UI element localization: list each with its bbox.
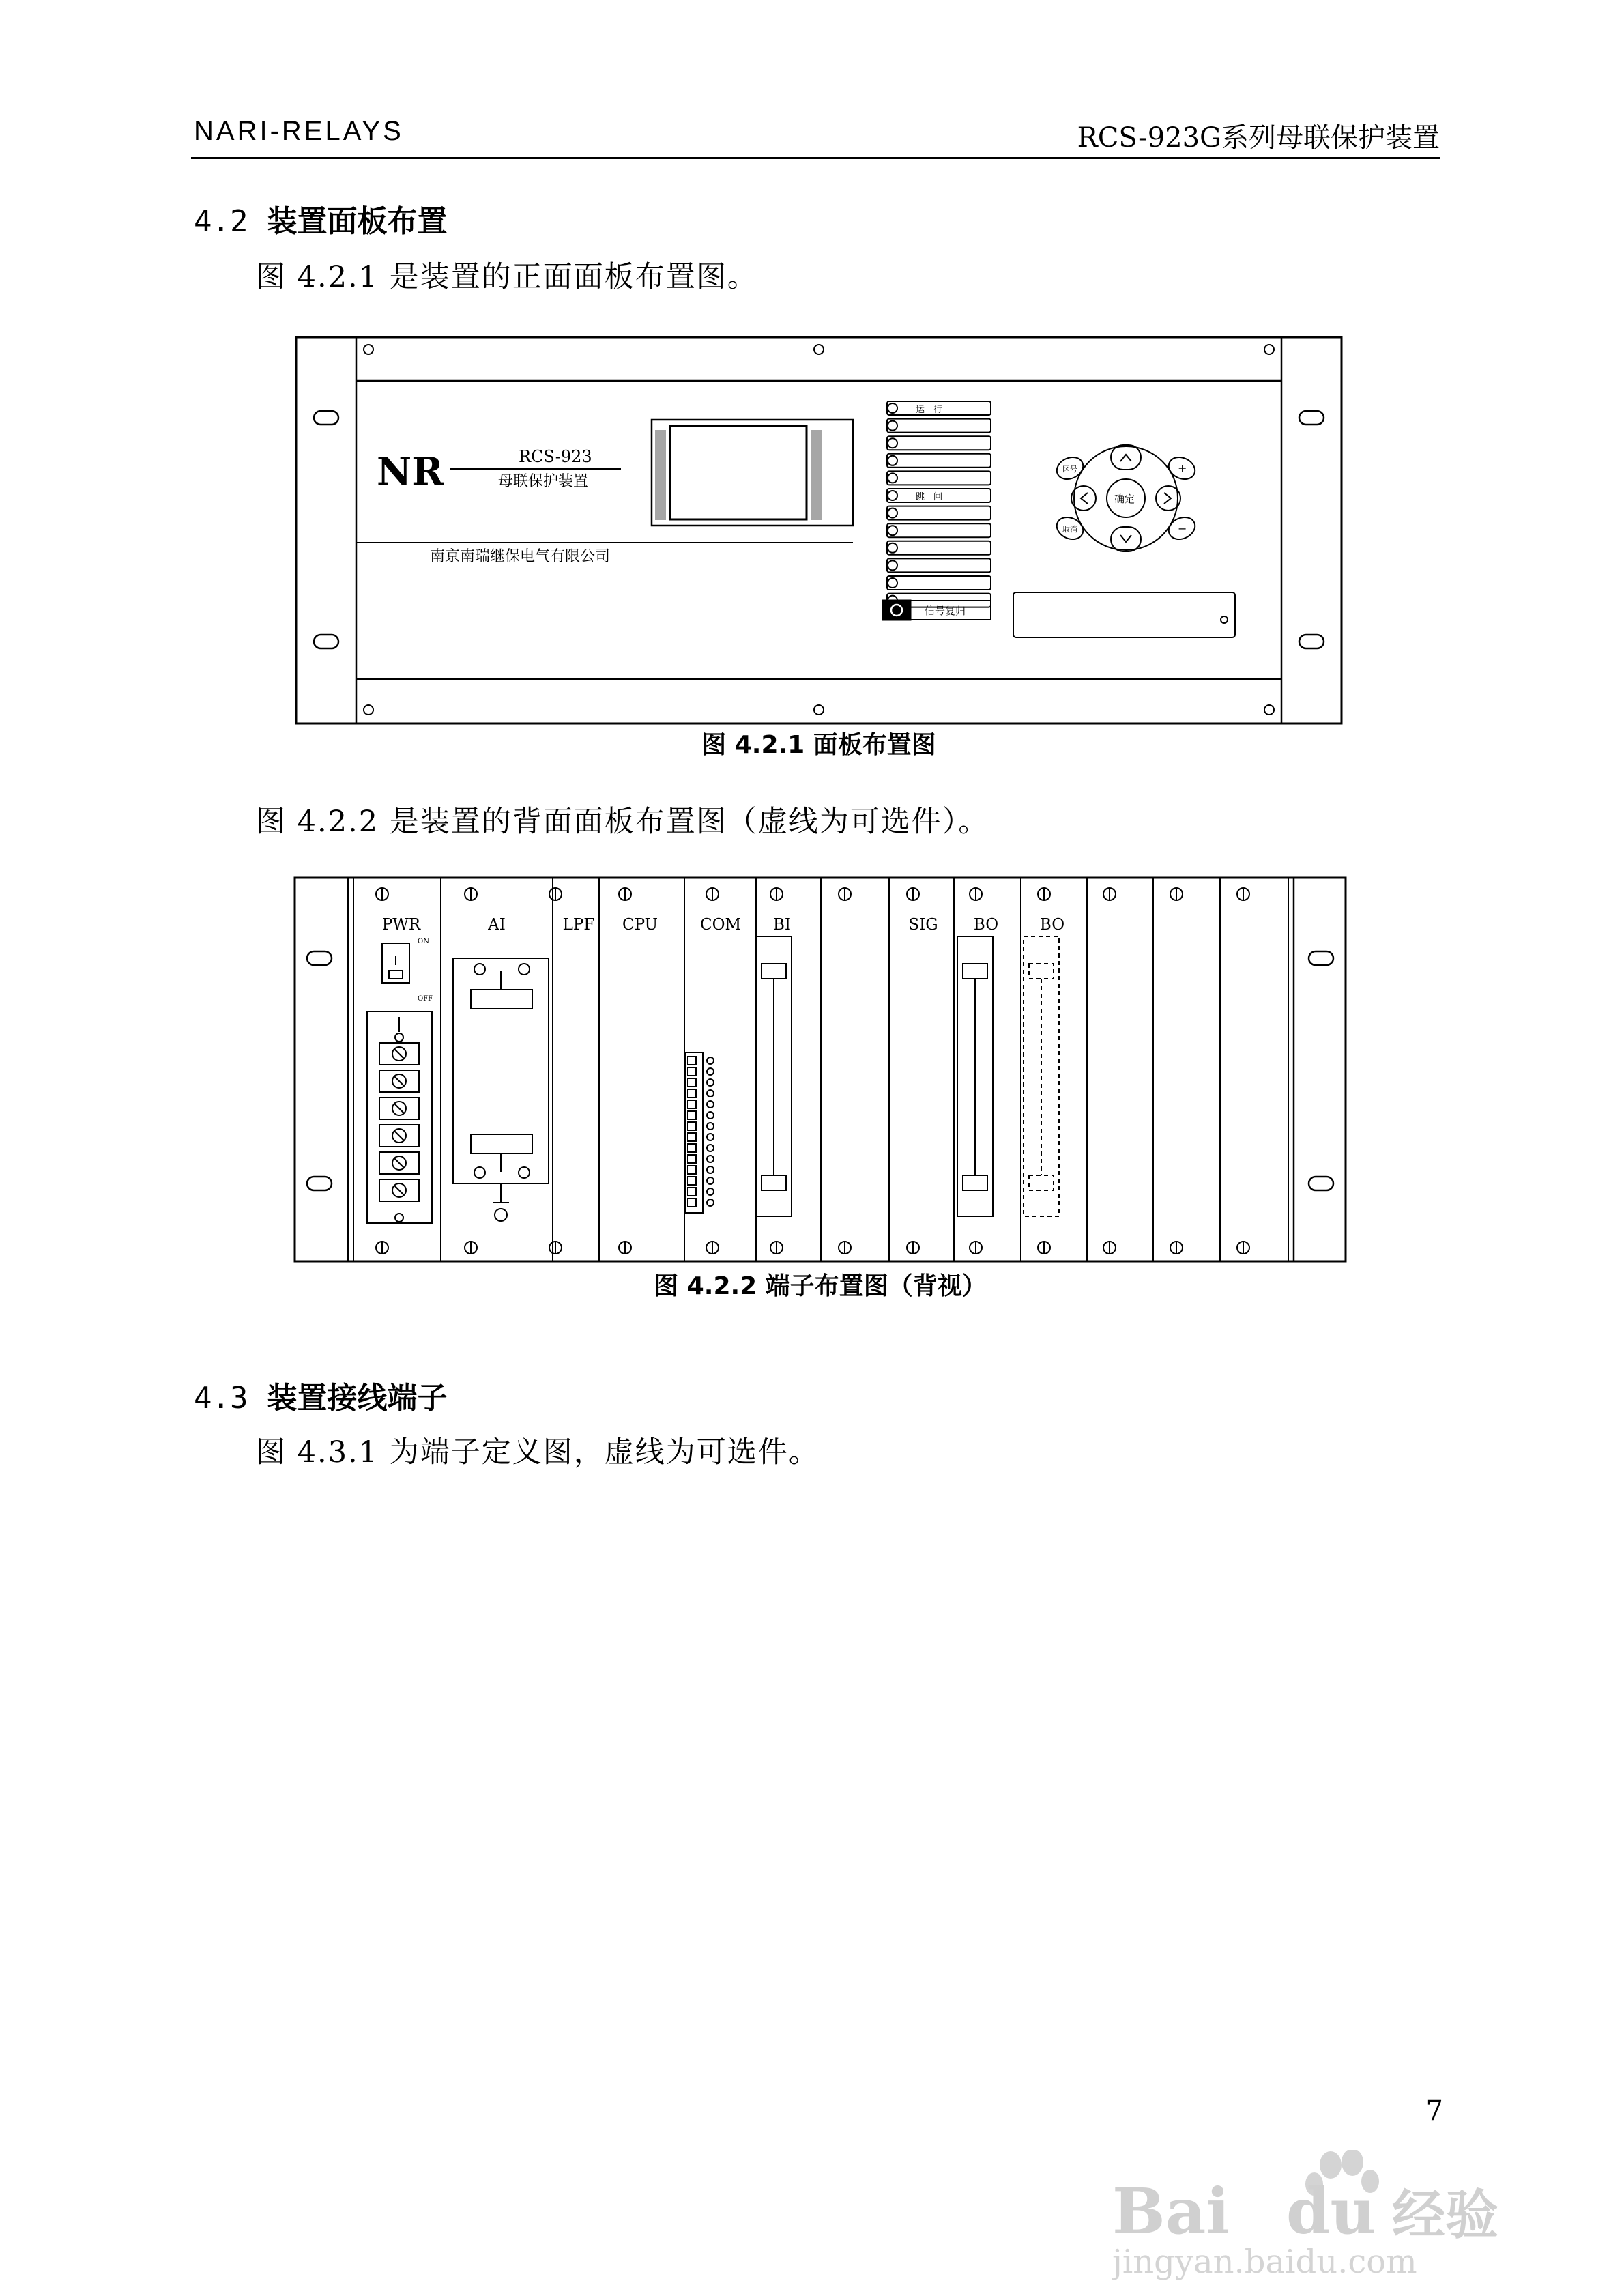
bo-connector-2-optional: [1024, 936, 1059, 1216]
fig-4-2-1-caption: 图 4.2.1 面板布置图: [701, 731, 936, 759]
watermark-brand2: du: [1286, 2175, 1376, 2248]
set-key-label: 区号: [1062, 465, 1077, 474]
com-pin: [688, 1144, 696, 1152]
switch-off-label: OFF: [418, 995, 433, 1003]
com-pin: [688, 1111, 696, 1119]
led-indicator: [888, 543, 897, 553]
led-indicator: [888, 560, 897, 570]
watermark-suffix: 经验: [1392, 2184, 1499, 2246]
section-4-3-title: 装置接线端子: [267, 1381, 448, 1416]
cancel-key-label: 取消: [1062, 525, 1077, 534]
section-4-2-para2: 图 4.2.2 是装置的背面面板布置图（虚线为可选件）。: [256, 805, 989, 839]
com-pin: [688, 1089, 696, 1097]
module-label: BO: [973, 916, 999, 934]
module-label: PWR: [381, 916, 421, 934]
section-4-2-para1: 图 4.2.1 是装置的正面面板布置图。: [256, 260, 758, 294]
led-indicator: [888, 491, 897, 500]
com-pin: [688, 1177, 696, 1185]
section-4-2-number: 4.2: [194, 204, 248, 239]
com-pin: [688, 1100, 696, 1108]
section-4-3-number: 4.3: [194, 1381, 248, 1416]
lcd-screen: [670, 426, 807, 519]
rear-panel-figure: [292, 875, 1348, 1264]
page-number: 7: [1425, 2095, 1443, 2127]
com-pin: [688, 1155, 696, 1163]
com-pin: [688, 1057, 696, 1065]
module-label: AI: [488, 916, 506, 934]
device-name-label: 母联保护装置: [498, 473, 589, 490]
module-slots: [376, 878, 1249, 1261]
port-cover: [1013, 592, 1235, 637]
header-left: NARI-RELAYS: [194, 116, 404, 146]
led-indicator: [888, 578, 897, 588]
com-pin: [688, 1067, 696, 1076]
watermark-brand: Bai: [1112, 2175, 1230, 2248]
led-indicator: [888, 438, 897, 448]
lcd-dots: [655, 430, 822, 520]
com-pin: [688, 1133, 696, 1141]
module-labels: [382, 916, 1064, 934]
section-4-2-heading: [194, 197, 447, 240]
com-pin: [688, 1188, 696, 1196]
led-indicator: [888, 456, 897, 465]
fig-4-2-2-caption: 图 4.2.2 端子布置图（背视）: [654, 1272, 987, 1300]
plus-key-label: +: [1178, 461, 1187, 474]
led-indicator: [888, 421, 897, 431]
com-connector: [685, 1052, 714, 1213]
com-pin: [688, 1166, 696, 1174]
com-pin: [688, 1199, 696, 1207]
enter-key-label: 确定: [1114, 493, 1135, 505]
minus-key-label: −: [1178, 522, 1187, 535]
module-label: BI: [773, 916, 791, 934]
reset-button: [883, 601, 910, 620]
reset-label: 信号复归: [925, 605, 966, 617]
section-4-2-title: 装置面板布置: [267, 204, 448, 239]
section-4-3-heading: [194, 1373, 447, 1417]
section-4-3-para1: 图 4.3.1 为端子定义图，虚线为可选件。: [256, 1435, 820, 1469]
led-indicator: [888, 403, 897, 413]
pwr-module: [367, 943, 432, 1223]
led-indicator: [888, 473, 897, 483]
front-panel-figure: [293, 334, 1344, 727]
baidu-watermark: [1112, 2150, 1535, 2280]
com-pin: [688, 1122, 696, 1130]
nr-logo: NR: [377, 449, 444, 494]
ai-module-connector: [453, 958, 549, 1221]
header-right: RCS-923G系列母联保护装置: [1077, 122, 1440, 154]
led-column: [887, 401, 991, 607]
front-screws: [364, 345, 1274, 715]
led-indicator: [888, 526, 897, 535]
com-pin: [688, 1078, 696, 1087]
company-label: 南京南瑞继保电气有限公司: [430, 548, 611, 565]
led-label-run: 运 行: [916, 405, 943, 415]
header-rule: [191, 157, 1440, 159]
model-label: RCS-923: [519, 447, 592, 466]
power-terminals: [379, 1043, 419, 1201]
module-label: BO: [1039, 916, 1065, 934]
front-panel-face: [356, 337, 1281, 723]
led-indicator: [888, 508, 897, 518]
led-label-trip: 跳 闸: [916, 492, 943, 502]
module-label: SIG: [908, 916, 938, 934]
bo-connector-1: [957, 936, 993, 1216]
module-label: LPF: [562, 916, 595, 934]
switch-on-label: ON: [418, 938, 429, 945]
module-label: CPU: [622, 916, 658, 934]
module-label: COM: [699, 916, 742, 934]
watermark-url: jingyan.baidu.com: [1112, 2243, 1417, 2280]
lcd-bezel: [652, 420, 853, 526]
bi-connector: [756, 936, 792, 1216]
